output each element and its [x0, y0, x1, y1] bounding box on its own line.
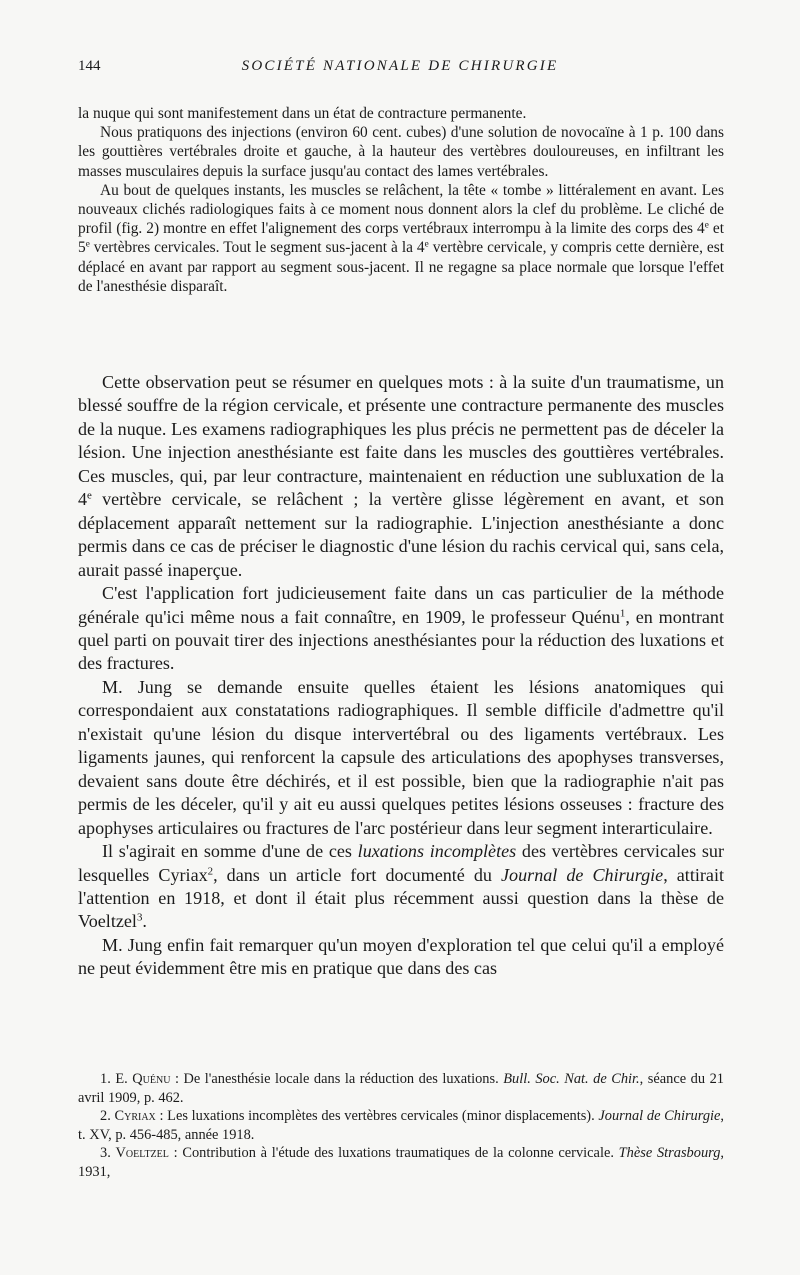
running-title: SOCIÉTÉ NATIONALE DE CHIRURGIE: [241, 58, 559, 74]
paragraph: M. Jung enfin fait remarquer qu'un moyen d'exploration tel que celui qu'il a employé ne peut évidemment être mis en pratique que dans des cas: [78, 934, 724, 979]
footnote-ref: 3: [136, 911, 143, 924]
footnote-ref: 2: [207, 865, 214, 877]
paragraph: Il s'agirait en somme d'une de ces luxations incomplètes des vertèbres cervicales sur lesquelles Cyriax$^2$, dans un article fort documenté du Journal de Chirurgie, attirait l'attention en 1918, et dont il était plus récemment aussi question dans la thèse de Voeltzel$^3$.: [78, 841, 724, 932]
footnotes: [78, 1070, 724, 1182]
main-text-block: [78, 371, 724, 981]
footnote-ref: 1: [619, 607, 626, 620]
paragraph: Nous pratiquons des injections (environ 60 cent. cubes) d'une solution de novocaïne à 1 p. 100 dans les gouttières vertébrales droite et gauche, à la hauteur des vertèbres douloureuses, en infiltrant les masses musculaires depuis la surface jusqu'au contact des lames vertébrales.: [78, 124, 724, 180]
small-text-block: [78, 104, 724, 296]
footnote-1: 1. E. Quénu : De l'anesthésie locale dans la réduction des luxations. Bull. Soc. Nat. de Chir., séance du 21 avril 1909, p. 462.: [78, 1071, 724, 1106]
page-number: 144: [78, 58, 101, 74]
paragraph: Cette observation peut se résumer en quelques mots : à la suite d'un traumatisme, un blessé souffre de la région cervicale, et présente une contracture permanente des muscles de la nuque. Les examens radiographiques les plus précis ne permettent pas de déceler la lésion. Une injection anesthésiante est faite dans les muscles des gouttières vertébrales. Ces muscles, qui, par leur contracture, maintenaient en réduction une subluxation de la 4e vertèbre cervicale, se relâchent ; la vertère glisse légèrement en avant, et son déplacement apparaît nettement sur la radiographie. L'injection anesthésiante a donc permis dans ce cas de préciser le diagnostic d'une lésion du rachis cervical qui, sans cela, aurait passé inaperçue.: [78, 372, 724, 580]
footnote-3: 3. Voeltzel : Contribution à l'étude des luxations traumatiques de la colonne cervicale. Thèse Strasbourg, 1931,: [78, 1145, 725, 1180]
paragraph: la nuque qui sont manifestement dans un état de contracture permanente.: [78, 105, 527, 122]
page-header: [78, 58, 722, 82]
paragraph: C'est l'application fort judicieusement faite dans un cas particulier de la méthode générale qu'ici même nous a fait connaître, en 1909, le professeur Quénu$^1$, en montrant quel parti on pouvait tirer des injections anesthésiantes pour la réduction des luxations et des fractures.: [78, 583, 724, 674]
footnote-2: 2. Cyriax : Les luxations incomplètes des vertèbres cervicales (minor displacements). Journal de Chirurgie, t. XV, p. 456-485, année 1918.: [78, 1108, 725, 1143]
paragraph: Au bout de quelques instants, les muscles se relâchent, la tête « tombe » littéralement en avant. Les nouveaux clichés radiologiques faits à ce moment nous donnent alors la clef du problème. Le cliché de profil (fig. 2) montre en effet l'alignement des corps vertébraux interrompu à la limite des corps des 4e et 5e vertèbres cervicales. Tout le segment sus-jacent à la 4e vertèbre cervicale, y compris cette dernière, est déplacé en avant par rapport au segment sous-jacent. Il ne regagne sa place normale que lorsque l'effet de l'anesthésie disparaît.: [78, 181, 724, 295]
paragraph: M. Jung se demande ensuite quelles étaient les lésions anatomiques qui correspondaient aux constatations radiographiques. Il semble difficile d'admettre qu'il n'existait qu'une lésion du disque intervertébral ou des ligaments vertébraux. Les ligaments jaunes, qui renforcent la capsule des articulations des apophyses transverses, devaient sans doute être déchirés, et il est possible, bien que la radiographie n'ait pas permis de les déceler, qu'il y ait eu aussi quelques petites lésions osseuses : fracture des apophyses articulaires ou fractures de l'arc postérieur dans leur segment interarticulaire.: [78, 676, 724, 838]
